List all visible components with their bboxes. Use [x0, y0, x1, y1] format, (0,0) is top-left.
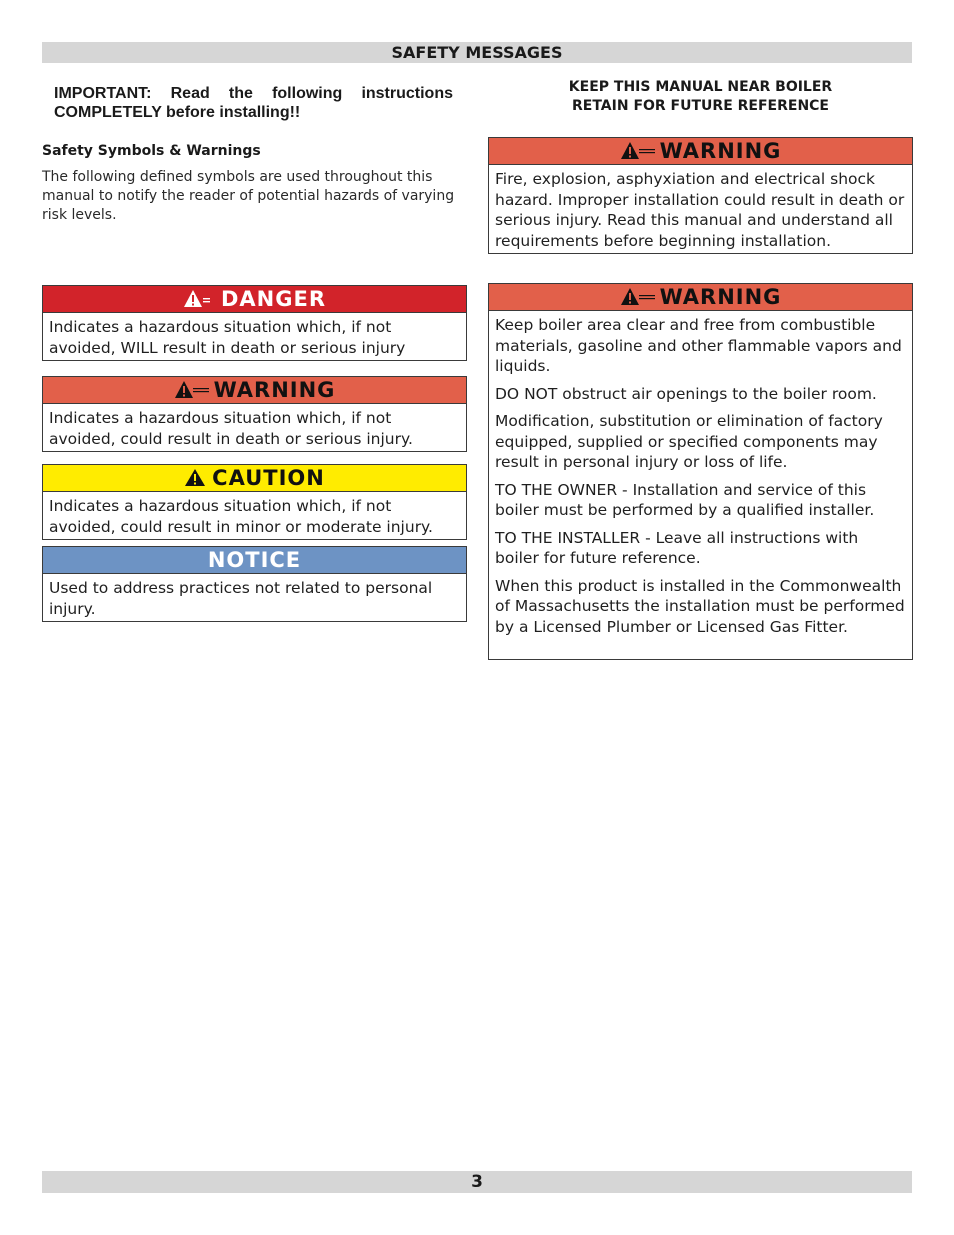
warning-paragraph: When this product is installed in the Commonwealth of Massachusetts the installation must be performed by a Licensed Plumber or Licensed Gas Fitter.	[495, 576, 905, 636]
warning-paragraph: TO THE OWNER - Installation and service of this boiler must be performed by a qualified installer.	[495, 480, 875, 519]
keep-manual-notice	[488, 78, 913, 116]
page-footer-bar	[42, 1171, 912, 1193]
caution-triangle-icon	[184, 468, 208, 488]
notice-label: NOTICE	[207, 548, 302, 572]
warning-header	[489, 284, 912, 311]
warning-body	[489, 311, 912, 649]
page-number: 3	[471, 1172, 483, 1192]
warning-text: Indicates a hazardous situation which, if not avoided, could result in death or serious injury.	[49, 409, 413, 448]
warning-label: WARNING	[213, 378, 336, 402]
warning-label: WARNING	[659, 139, 782, 163]
warning-header	[489, 138, 912, 165]
important-notice: IMPORTANT: Read the following instructions COMPLETELY before installing!!	[54, 85, 453, 121]
danger-header	[43, 286, 466, 313]
notice-header	[43, 547, 466, 574]
warning-triangle-icon	[183, 289, 217, 309]
warning-triangle-icon	[620, 141, 656, 161]
warning-triangle-icon	[174, 380, 210, 400]
warning-label: WARNING	[659, 285, 782, 309]
warning-header	[43, 377, 466, 404]
caution-label: CAUTION	[212, 466, 325, 490]
danger-box	[42, 285, 467, 361]
caution-text: Indicates a hazardous situation which, if not avoided, could result in minor or moderate injury.	[49, 497, 433, 536]
warning-box-definition	[42, 376, 467, 452]
section-title: SAFETY MESSAGES	[391, 43, 563, 62]
safety-symbols-intro: The following defined symbols are used throughout this manual to notify the reader of potential hazards of varying risk levels.	[42, 169, 455, 223]
warning-paragraph: TO THE INSTALLER - Leave all instructions with boiler for future reference.	[495, 528, 859, 567]
warning-text: Fire, explosion, asphyxiation and electrical shock hazard. Improper installation could result in death or serious injury. Read this manual and understand all requirements before beginning installation.	[495, 170, 905, 250]
notice-text: Used to address practices not related to personal injury.	[49, 579, 433, 618]
notice-box	[42, 546, 467, 622]
warning-triangle-icon	[620, 287, 656, 307]
warning-box-installation-hazard	[488, 137, 913, 254]
keep-manual-line-1: KEEP THIS MANUAL NEAR BOILER	[568, 79, 833, 95]
danger-label: DANGER	[220, 287, 326, 311]
keep-manual-line-2: RETAIN FOR FUTURE REFERENCE	[572, 98, 829, 114]
caution-header	[43, 465, 466, 492]
warning-box-boiler-area	[488, 283, 913, 660]
warning-paragraph: Keep boiler area clear and free from combustible materials, gasoline and other flammable vapors and liquids.	[495, 316, 902, 375]
safety-symbols-heading: Safety Symbols & Warnings	[42, 143, 261, 159]
warning-paragraph: DO NOT obstruct air openings to the boiler room.	[495, 384, 877, 403]
warning-paragraph: Modification, substitution or elimination of factory equipped, supplied or specified components may result in personal injury or loss of life.	[495, 412, 883, 471]
danger-text: Indicates a hazardous situation which, if not avoided, WILL result in death or serious injury	[49, 318, 406, 357]
section-header-bar	[42, 42, 912, 63]
caution-box	[42, 464, 467, 540]
